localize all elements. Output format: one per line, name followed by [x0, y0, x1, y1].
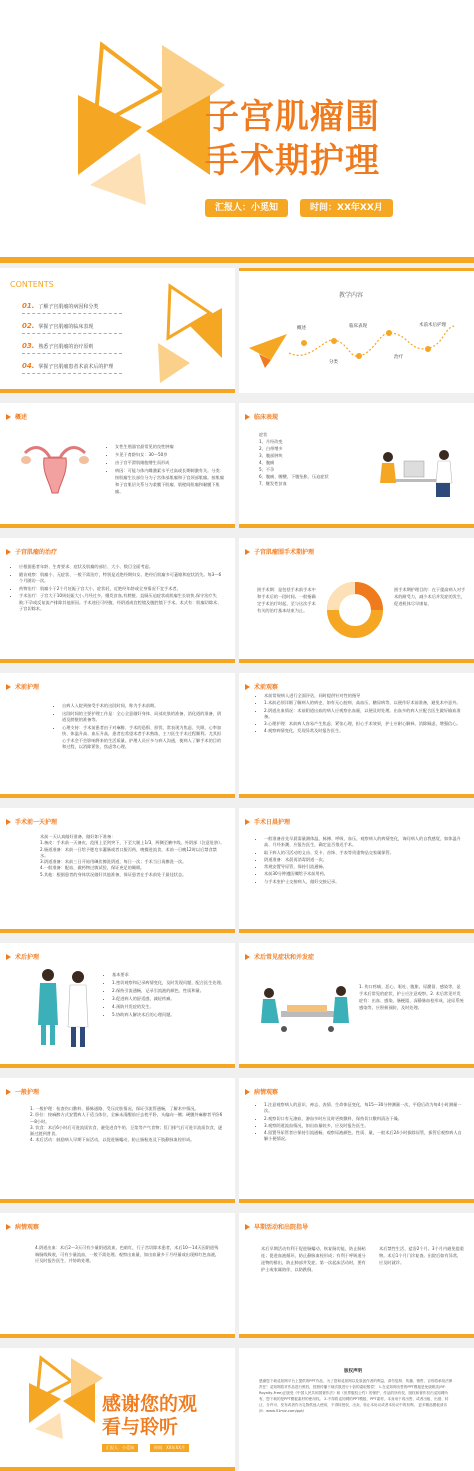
- general-text: [30, 1106, 225, 1144]
- treatment-bullet: • 应根据患者年龄、生育要求、症状及肌瘤的部位、大小、数目全面考虑。: [19, 564, 222, 571]
- preday-item: 2.肠道准备：术前一日给予肥皂水灌肠或者口服泻药，晚餐进流食，术前一日晚12时以后禁食禁水。: [40, 846, 217, 858]
- bottom-bar: [239, 794, 474, 798]
- nursing-text: [55, 703, 225, 752]
- overview-text: [108, 443, 228, 496]
- bottom-bar: [239, 659, 474, 663]
- bottom-bar: [239, 524, 474, 528]
- periop-slide: [239, 538, 474, 663]
- slide-heading-text: 子宫肌瘤的治疗: [15, 549, 58, 556]
- preday-item: 1.备皮：手术前一天备皮，范围上至剑突下，下至大腿上1/3，两侧至腋中线，外阴部（注意肚脐）。: [40, 840, 225, 846]
- slide-heading-text: 子宫肌瘤围手术期护理: [254, 549, 315, 556]
- bottom-bar: [239, 929, 474, 933]
- sameday-text: [257, 836, 462, 886]
- obs2-text: 4.阴道出血：术后2～3天可有少量阴道流血，色暗红，行子宫切除术患者，术后10～14天因阴道残端肠线吸收，可有少量流血，一般不需处理。观察出血量，如出血量多于月经量或出现鲜红色血液，应及时报告医生，并协助处理。: [35, 1245, 220, 1263]
- sameday-item: • 阴道准备：术晨再消毒阴道一次。: [264, 857, 462, 863]
- general-item: 1. 一般护理：检查伤口敷料、静脉通路、受压皮肤情况，保证引流管通畅，了解术中情况。: [30, 1106, 199, 1111]
- timeline-label: 术前术后护理: [419, 323, 446, 328]
- thanks-slide: [0, 1348, 235, 1471]
- contents-text: 掌握子宫肌瘤的临床表现: [38, 324, 94, 330]
- slide-heading: [6, 682, 39, 691]
- sameday-item: • 一般准备首先早晨需量测体温、脉搏、呼吸、血压，观察病人的病情变化，询问病人的自我感觉，如体温升高、月经来潮、应报告医生，确定是否推迟手术。: [264, 836, 462, 849]
- vitals-text: [257, 1102, 462, 1144]
- slide-heading-text: 术前护理: [15, 684, 40, 691]
- slide-heading-text: 概述: [15, 414, 28, 421]
- slide-heading-text: 早期活动和出院指导: [254, 1224, 309, 1231]
- timeline-dot: [425, 346, 431, 352]
- thanks-triangles-decoration: [15, 1353, 115, 1468]
- cover-title: [205, 95, 380, 183]
- time-badge: 时间：XX年XX月: [300, 199, 393, 217]
- timeline-label: 治疗: [394, 355, 403, 360]
- bottom-bar: [0, 1199, 235, 1203]
- general-slide: [0, 1078, 235, 1203]
- slide-heading: [6, 412, 27, 421]
- contents-item: [22, 362, 113, 370]
- postop-bullet: • 基本要求: [112, 971, 225, 978]
- teaching-slide: [239, 268, 474, 393]
- bottom-bar: [239, 1334, 474, 1338]
- nursing-slide: [0, 673, 235, 798]
- sameday-item: • 术前30分钟遵医嘱给予术前用药。: [264, 871, 462, 877]
- sameday-item: • 与手术室护士交接病人，做好交接记录。: [264, 879, 462, 885]
- preday-intro: 术前一天认真做好准备，做好如下准备：: [40, 834, 116, 839]
- bottom-bar: [0, 1467, 235, 1471]
- periop-left-text: 围手术期：是包括手术前手术中和手术后的一段时间。一般指确定手术治疗时起，至与这次手术有关的治疗基本结束为止。: [257, 587, 316, 613]
- bottom-bar: [0, 1064, 235, 1068]
- doctor-patient-illustration: [374, 443, 464, 503]
- contents-num: 03.: [22, 342, 35, 350]
- cover-slide: [0, 0, 474, 263]
- contents-text: 掌握子宫肌瘤患者术前术后的护理: [38, 364, 114, 370]
- donut-graphic: [325, 580, 385, 640]
- nurses-illustration: [30, 965, 100, 1055]
- complications-slide: [239, 943, 474, 1068]
- bottom-bar: [0, 524, 235, 528]
- slide-heading-text: 术前观察: [254, 684, 279, 691]
- contents-text: 熟悉子宫肌瘤的治疗原则: [38, 344, 94, 350]
- sameday-item: • 取下病人的可活动的义齿、发卡、首饰、手表等贵重物品交家属保管。: [264, 850, 462, 856]
- slide-heading: [245, 412, 278, 421]
- slide-heading-text: 一般护理: [15, 1089, 40, 1096]
- contents-num: 04.: [22, 362, 35, 370]
- bottom-bar: [0, 257, 474, 263]
- timeline-dot: [331, 338, 337, 344]
- overview-bullet: • 病因：可能与体内雌激素水平过高或长期刺激有关。分类：按肌瘤生长部位分为子宫体部肌瘤和子宫颈部肌瘤。按肌瘤和子宫肌层关系分为浆膜下肌瘤、肌壁间肌瘤和黏膜下肌瘤。: [115, 467, 228, 495]
- vitals-bullet: • 1.注意观察病人的意识、神志、表情、生命体征变化，每15～30分钟测量一次，平稳后改为每4小时测量一次。: [264, 1102, 462, 1115]
- stretcher-illustration: [259, 981, 349, 1041]
- observation-bullet: • 术前常规病人进行全面评估，同时提供针对性的指导: [264, 693, 462, 699]
- observation-bullet: • 3.心理护理：术前病人容易产生焦虑、紧张心理，担心手术效果，护士应耐心解释，消除顾虑，增强信心。: [264, 721, 462, 727]
- bottom-bar: [0, 1334, 235, 1338]
- overview-bullet: • 多见于育龄妇女：30～50岁: [115, 451, 228, 458]
- clinical-slide: [239, 403, 474, 528]
- vitals-bullet: • 4.留置导尿管者应保持引流通畅，观察尿液颜色、性质、量，一般术后24小时拔除尿管，拔管后观察病人自解小便情况。: [264, 1130, 462, 1143]
- slide-heading: [245, 1087, 278, 1096]
- timeline-dot: [356, 353, 362, 359]
- complications-text: 1. 伤口疼痛、恶心、呕吐、腹胀、尿潴留、感染等，是手术后常见的症状，护士应注意观察。2. 术后常见并发症有：出血、感染、肠梗阻、深静脉血栓形成、泌尿系统感染等，应积极预防，及时处理。: [359, 984, 464, 1010]
- bottom-bar: [0, 659, 235, 663]
- copyright-slide: [239, 1348, 474, 1471]
- observation-slide: [239, 673, 474, 798]
- timeline-dot: [301, 340, 307, 346]
- bottom-bar: [0, 389, 235, 393]
- preday-item: 4.一般准备：配血，做药物过敏试验，保证充足的睡眠。: [40, 865, 145, 871]
- bottom-bar: [239, 1064, 474, 1068]
- slide-heading: [245, 817, 290, 826]
- slide-heading: [6, 952, 39, 961]
- preday-text: [40, 834, 225, 878]
- bottom-bar: [0, 794, 235, 798]
- observation-bullet: • 2.阴道出血情况：术前阴道出血的病人应观察出血量，以便及时处理。出血多的病人应配合医生做好输血准备。: [264, 708, 462, 721]
- preday-slide: [0, 808, 235, 933]
- sameday-item: • 常规安置导尿管，保持引流通畅。: [264, 864, 462, 870]
- copyright-text: 感谢您下载觅知网平台上提供的PPT作品，为了您和觅知网以及原创作者的利益，请勿复制、传播、销售，否则将承担法律责任！觅知网将对作品进行维权，按照传播下载次数进行十倍的索取赔偿！ 1.在觅知网出售的PPT模板是免版税类(RF：Royalty-Free)正版受《中国人民共和国著作法》和《世界版权公约》的保护，作品的所有权、版权和著作权归觅知网所有，您下载的是PPT模板素材的使用权。 2.不得将觅知网的PPT模板、PPT素材，本身用于再出售，或者出租、出借、转让、分许可、发布或者作为礼物供他人使用，不得转授权、出卖、转让本协议或者本协议中的权利。 更多精品模板请访问：www.51miz.com/ppt/: [259, 1379, 453, 1413]
- timeline-label: 分类: [329, 360, 338, 365]
- slide-heading: [6, 547, 57, 556]
- clinical-item: 4、腹痛: [259, 460, 275, 465]
- slide-heading: [245, 952, 314, 961]
- observation-text: [257, 693, 462, 736]
- postop-text: [105, 971, 225, 1019]
- contents-item: [22, 322, 93, 330]
- treatment-bullet: • 药物治疗：肌瘤小于2个月妊娠子宫大小，症状轻，近绝经年龄或全身情况不宜手术者。: [19, 586, 222, 593]
- preday-item: 5.其他：根据患者的身体状况做好其他准备，保证患者在手术前处于最佳状态。: [40, 871, 187, 877]
- slide-heading-text: 病情观察: [254, 1089, 279, 1096]
- slide-heading-text: 术后常见症状和并发症: [254, 954, 315, 961]
- general-item: 4. 术后活动：鼓励病人早期下床活动，以促进肠蠕动，防止肠粘连及下肢静脉血栓形成。: [30, 1137, 195, 1143]
- clinical-item: 5、不孕: [259, 467, 275, 472]
- slide-heading: [6, 1087, 39, 1096]
- preday-item: 3.阴道准备：术前三日开始用碘伏擦洗阴道，每日一次；手术当日再擦洗一次。: [40, 859, 187, 865]
- postop-bullet: • 4.预防并发症的发生。: [112, 1003, 225, 1010]
- treatment-bullet: • 随访观察：肌瘤小、无症状、一般不需治疗，特别是近绝经期妇女。绝经后肌瘤多可萎缩和症状消失。每3～6个月随访一次。: [19, 572, 222, 585]
- overview-slide: [0, 403, 235, 528]
- slide-heading: [245, 1222, 308, 1231]
- thanks-line1: 感谢您的观: [102, 1393, 198, 1415]
- vitals-slide: [239, 1078, 474, 1203]
- general-item: 2. 卧位：按麻醉方式安置病人于适当体位，全麻未清醒前应去枕平卧，头偏向一侧；硬膜外麻醉者平卧6～8小时。: [30, 1112, 223, 1124]
- bottom-bar: [239, 1199, 474, 1203]
- contents-num: 02.: [22, 322, 35, 330]
- timeline-dot: [386, 330, 392, 336]
- slide-heading: [6, 817, 57, 826]
- clinical-item: 1、月经改变: [259, 439, 283, 444]
- slide-heading-text: 手术日晨护理: [254, 819, 291, 826]
- timeline-curve: [239, 268, 474, 393]
- slide-heading-text: 临床表现: [254, 414, 279, 421]
- discharge-right-text: 术后禁性生活、盆浴2个月。3个月内避免提重物。术后1个月门诊复查。出院后如有异常，应及时就诊。: [379, 1246, 464, 1265]
- contents-triangles-decoration: [150, 278, 230, 388]
- vitals-bullet: • 2.观察切口有无渗血，渗血多时应及时更换敷料，保持切口敷料清洁干燥。: [264, 1116, 462, 1122]
- clinical-item: 7、继发性贫血: [259, 481, 287, 486]
- obs2-slide: [0, 1213, 235, 1338]
- copyright-title: 版权声明: [344, 1369, 362, 1374]
- vitals-bullet: • 3.观察阴道流血情况，如出血量较多，应及时报告医生。: [264, 1123, 462, 1129]
- clinical-intro: 症状: [259, 432, 268, 437]
- nursing-bullet: • 心理支持：手术前患者由于对麻醉、手术的恐惧、担忧、常表现为焦虑、失眠、心率加快、体温升高、血压升高，患者也希望术者手术熟练，主刀医生手术过程顺利。尤其担心手术会不会影响将来的生活质量。护理人员应多与病人沟通，使病人了解手术的目的和过程，以消除紧张、焦虑等心理。: [62, 725, 225, 751]
- cover-title-line1: 子宫肌瘤围: [205, 97, 380, 137]
- contents-slide: [0, 268, 235, 393]
- slide-heading-text: 术后护理: [15, 954, 40, 961]
- contents-item: [22, 342, 93, 350]
- clinical-text: [259, 431, 369, 487]
- postop-bullet: • 1.密切观察和记录病情变化，及时发现问题，配合医生处理。: [112, 979, 225, 986]
- treatment-slide: [0, 538, 235, 663]
- slide-heading-text: 病情观察: [15, 1224, 40, 1231]
- postop-bullet: • 2.保持引流通畅，记录引流液的颜色、性质和量。: [112, 987, 225, 994]
- thanks-title: [102, 1393, 197, 1439]
- periop-right-text: 围手术期护理目的：在于提高病人对手术的耐受力，减少术后并发症的发生，促进机体尽早康复。: [394, 587, 466, 606]
- postop-bullet: • 3.促进病人的舒适感，减轻疼痛。: [112, 995, 225, 1002]
- slide-heading: [245, 547, 314, 556]
- contents-num: 01.: [22, 302, 35, 310]
- postop-slide: [0, 943, 235, 1068]
- clinical-item: 6、腹痛、腰酸、下腹坠胀、压迫症状: [259, 474, 329, 479]
- overview-bullet: • 由子宫平滑肌细胞增生而形成: [115, 459, 228, 466]
- contents-item: [22, 302, 98, 310]
- bottom-bar: [0, 929, 235, 933]
- nursing-bullet: • 这段时间的主要护理工作是：全心全意做好身体、局部皮肤的准备，消化道的准备，阴道及膀胱的准备等。: [62, 711, 225, 724]
- postop-bullet: • 5.协助病人解决术后的心理问题。: [112, 1011, 225, 1018]
- discharge-left-text: 术后早期活动有利于促进肠蠕动，恢复肠功能，防止肠粘连；促进血液循环，防止静脉血栓形成；有利于呼吸道分泌物的排出，防止肺部并发症。第一次起床活动时，要有护士或家属陪伴，以防跌倒。: [261, 1246, 366, 1272]
- sameday-slide: [239, 808, 474, 933]
- clinical-item: 3、腹部肿块: [259, 453, 283, 458]
- timeline-label: 概述: [297, 326, 306, 331]
- overview-bullet: • 女性生殖器官最常见的良性肿瘤: [115, 443, 228, 450]
- treatment-bullet: • 手术治疗：子宫大于10周妊娠大小,月经过多，继发贫血,有膀胱、直肠压迫症状或肌瘤生长较快,保守治疗失败;不孕或反复流产排除其他原因。手术途径可经腹、经阴道或宫腔镜及腹腔镜下手术。术式有：肌瘤切除术、子宫切除术。: [19, 593, 222, 613]
- slide-heading: [245, 682, 278, 691]
- general-item: 3. 饮食：术后6小时后可进流质饮食，避免进食牛奶、豆浆等产气食物；肛门排气后可进半流质饮食，逐渐过渡到普食。: [30, 1124, 223, 1137]
- slide-heading-text: 手术前一天护理: [15, 819, 58, 826]
- nursing-bullet: • 自病人入院到接受手术的这段时间，称为手术前期。: [62, 703, 225, 710]
- contents-heading: CONTENTS: [10, 280, 54, 289]
- cover-title-line2: 手术期护理: [205, 141, 380, 181]
- uterus-illustration: [20, 438, 90, 498]
- discharge-slide: [239, 1213, 474, 1338]
- reporter-badge: 汇报人：小觅知: [205, 199, 288, 217]
- timeline-label: 临床表现: [349, 324, 367, 329]
- slide-heading: [6, 1222, 39, 1231]
- thanks-time-badge: 时间：XX年XX月: [150, 1444, 189, 1452]
- contents-text: 了解子宫肌瘤的病因和分类: [38, 304, 99, 310]
- thanks-line2: 看与聆听: [102, 1416, 179, 1438]
- treatment-text: [12, 564, 222, 614]
- observation-bullet: • 4.观察病情变化，发现异常及时报告医生。: [264, 728, 462, 734]
- clinical-item: 2、白带增多: [259, 446, 283, 451]
- teaching-title: 教学内容: [339, 292, 364, 299]
- thanks-reporter-badge: 汇报人：小觅知: [102, 1444, 138, 1452]
- observation-bullet: • 1.术前必须详细了解病人的病史，如有无心脏病、高血压、糖尿病等，以便作好术前准备，避免术中意外。: [264, 700, 462, 706]
